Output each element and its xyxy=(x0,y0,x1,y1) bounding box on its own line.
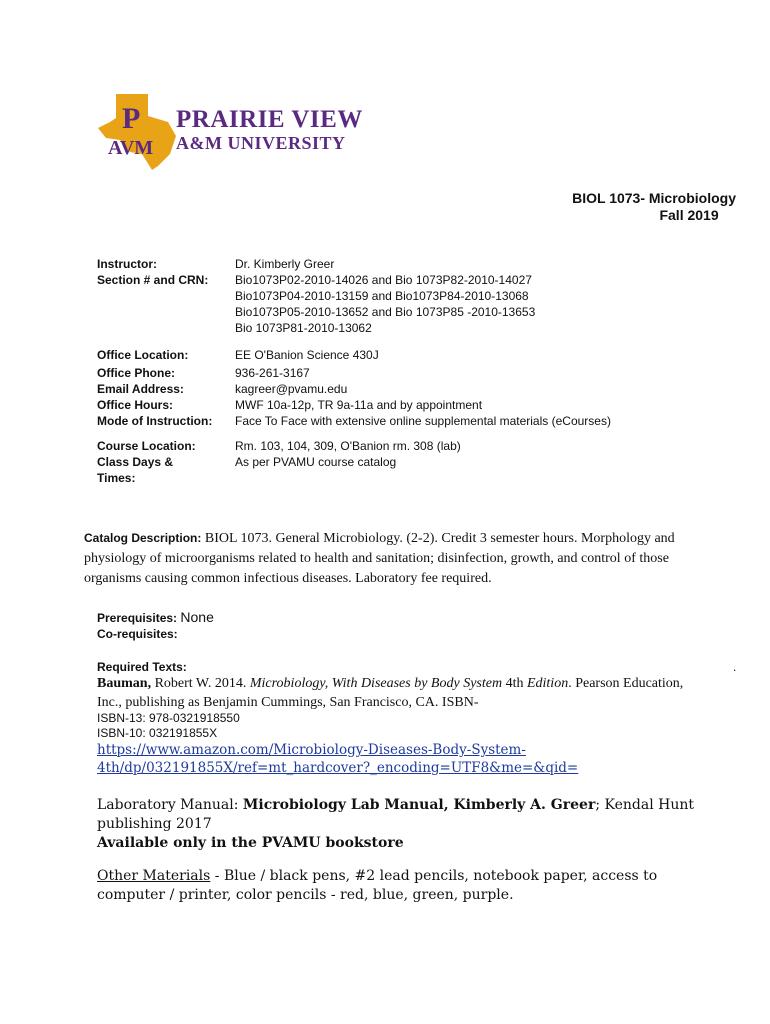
course-heading xyxy=(572,190,736,224)
other-materials-text: - Blue / black pens, #2 lead pencils, notebook paper, access to computer / printer, color pencils - red, blue, green, purple. xyxy=(97,868,658,903)
section-label: Section # and CRN: xyxy=(97,273,209,287)
course-title: BIOL 1073- Microbiology xyxy=(572,190,736,206)
class-days-label: Class Days & Times: xyxy=(97,455,174,485)
office-phone-value: 936-261-3167 xyxy=(235,366,310,380)
logo-name-line2: A&M UNIVERSITY xyxy=(176,133,346,153)
office-location-label: Office Location: xyxy=(97,348,189,362)
section-item: Bio1073P04-2010-13159 and Bio1073P84-2010-13068 xyxy=(235,289,529,303)
amazon-link[interactable]: https://www.amazon.com/Microbiology-Diseases-Body-System- 4th/dp/032191855X/ref=mt_hardcover?_encoding=UTF8&me=&qid= xyxy=(97,742,579,776)
textbook-author: Bauman, xyxy=(97,676,152,691)
textbook-publisher: . Pearson Education, Inc., publishing as Benjamin Cummings, San Francisco, CA. ISBN- xyxy=(97,676,684,710)
office-hours-label: Office Hours: xyxy=(97,398,174,412)
section-item: Bio1073P02-2010-14026 and Bio 1073P82-2010-14027 xyxy=(235,273,532,287)
other-materials-label: Other Materials xyxy=(97,868,211,884)
textbook-title: Microbiology, With Diseases by Body System xyxy=(249,676,503,691)
prerequisites-label: Prerequisites: xyxy=(97,611,178,625)
logo-name-line1: PRAIRIE VIEW xyxy=(176,106,363,133)
isbn-13: ISBN-13: 978-0321918550 xyxy=(97,711,240,725)
class-days-value: As per PVAMU course catalog xyxy=(235,455,397,469)
instructor-label: Instructor: xyxy=(97,257,157,271)
svg-text:P: P xyxy=(122,102,141,135)
email-value[interactable]: kagreer@pvamu.edu xyxy=(235,382,348,396)
isbn-10: ISBN-10: 032191855X xyxy=(97,726,218,740)
lab-manual-availability: Available only in the PVAMU bookstore xyxy=(97,835,404,851)
instructor-value: Dr. Kimberly Greer xyxy=(235,257,335,271)
svg-text:AVM: AVM xyxy=(108,137,154,159)
office-hours-value: MWF 10a-12p, TR 9a-11a and by appointment xyxy=(235,398,483,412)
required-texts-label: Required Texts: xyxy=(97,660,187,674)
mode-value: Face To Face with extensive online supplemental materials (eCourses) xyxy=(235,414,611,428)
catalog-description xyxy=(84,528,724,589)
course-term: Fall 2019 xyxy=(659,207,719,223)
section-item: Bio 1073P81-2010-13062 xyxy=(235,321,372,335)
course-location-label: Course Location: xyxy=(97,439,196,453)
office-location-value: EE O'Banion Science 430J xyxy=(235,348,379,362)
course-location-value: Rm. 103, 104, 309, O'Banion rm. 308 (lab) xyxy=(235,439,461,453)
section-item: Bio1073P05-2010-13652 and Bio 1073P85 -2010-13653 xyxy=(235,305,536,319)
section-list xyxy=(235,272,755,336)
corequisites-label: Co-requisites: xyxy=(97,627,178,641)
other-materials xyxy=(97,867,717,905)
catalog-label: Catalog Description: xyxy=(84,531,202,545)
mode-label: Mode of Instruction: xyxy=(97,414,213,428)
prerequisites xyxy=(97,609,214,625)
textbook-citation: Bauman, Robert W. 2014. Microbiology, With Diseases by Body System 4th Edition. Pearson Education, Inc., publishing as Benjamin Cummings, San Francisco, CA. ISBN- xyxy=(97,676,684,710)
catalog-text: BIOL 1073. General Microbiology. (2-2). Credit 3 semester hours. Morphology and physiology of microorganisms related to health and sanitation; disinfection, growth, and control of those organisms causing common infectious diseases. Laboratory fee required. xyxy=(84,531,675,586)
lab-manual: Laboratory Manual: Microbiology Lab Manual, Kimberly A. Greer; Kendal Hunt publishing 2017 Available only in the PVAMU bookstore xyxy=(97,796,717,853)
office-phone-label: Office Phone: xyxy=(97,366,176,380)
lab-manual-title: Microbiology Lab Manual, Kimberly A. Greer xyxy=(242,797,596,813)
prerequisites-value: None xyxy=(180,609,214,625)
stray-dot: . xyxy=(733,660,737,674)
email-label: Email Address: xyxy=(97,382,184,396)
